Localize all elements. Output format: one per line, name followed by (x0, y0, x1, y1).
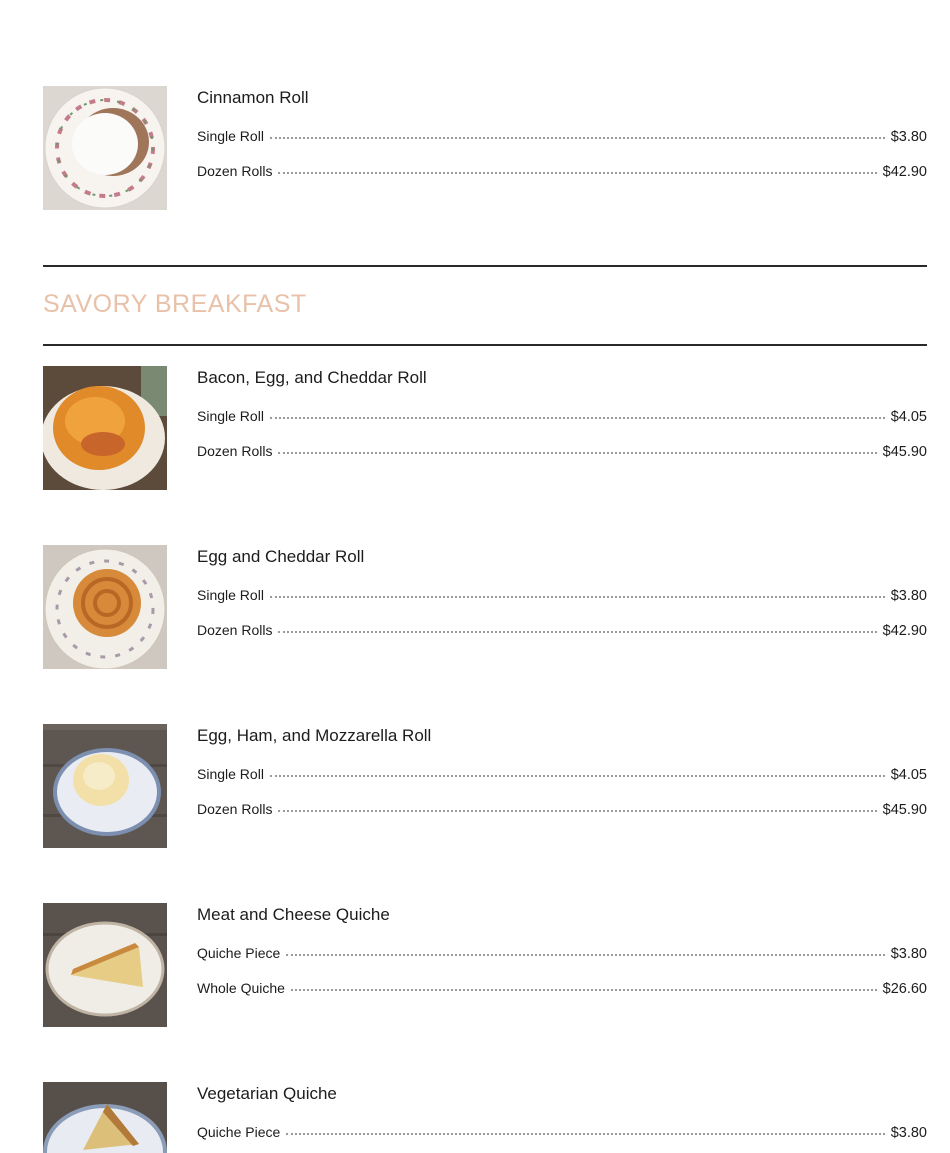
menu-item-egg-cheddar-roll (43, 545, 927, 669)
dot-leader (278, 809, 876, 812)
cinnamon-roll-photo (43, 86, 167, 210)
price-value: $3.80 (890, 129, 927, 145)
price-line (197, 587, 927, 607)
price-value: $42.90 (882, 623, 927, 639)
dot-leader (286, 1132, 884, 1135)
price-value: $45.90 (882, 444, 927, 460)
price-value: $42.90 (882, 164, 927, 180)
price-value: $26.60 (882, 981, 927, 997)
item-title: Egg and Cheddar Roll (197, 547, 365, 566)
price-value: $3.80 (890, 1125, 927, 1141)
item-title: Meat and Cheese Quiche (197, 905, 390, 924)
price-line (197, 128, 927, 148)
dot-leader (278, 171, 876, 174)
price-line-label: Single Roll (197, 766, 264, 782)
price-line (197, 766, 927, 786)
price-line (197, 408, 927, 428)
dot-leader (270, 774, 885, 777)
menu-item-bacon-egg-cheddar-roll (43, 366, 927, 490)
section-divider (43, 344, 927, 346)
price-line (197, 945, 927, 965)
meat-cheese-quiche-photo (43, 903, 167, 1027)
dot-leader (270, 416, 885, 419)
item-title: Cinnamon Roll (197, 88, 309, 107)
price-value: $4.05 (890, 409, 927, 425)
dot-leader (270, 595, 885, 598)
price-line-label: Single Roll (197, 408, 264, 424)
section-heading: SAVORY BREAKFAST (43, 290, 307, 318)
price-line (197, 801, 927, 821)
price-line-label: Quiche Piece (197, 945, 281, 961)
price-line-label: Dozen Rolls (197, 443, 273, 459)
price-line-label: Dozen Rolls (197, 163, 273, 179)
price-value: $45.90 (882, 802, 927, 818)
dot-leader (291, 988, 877, 991)
section-divider (43, 265, 927, 267)
menu-item-partial (43, 0, 927, 8)
price-line-label: Whole Quiche (197, 980, 285, 996)
menu-item-egg-ham-mozzarella-roll (43, 724, 927, 848)
item-title: Egg, Ham, and Mozzarella Roll (197, 726, 432, 745)
menu-item-meat-cheese-quiche (43, 903, 927, 1027)
dot-leader (278, 630, 876, 633)
muffin-photo (43, 0, 167, 3)
bacon-egg-cheddar-roll-photo (43, 366, 167, 490)
item-title: Bacon, Egg, and Cheddar Roll (197, 368, 427, 387)
price-line-label: Single Roll (197, 587, 264, 603)
vegetarian-quiche-photo (43, 1082, 167, 1153)
price-line-label: Dozen Rolls (197, 622, 273, 638)
menu-item-cinnamon-roll (43, 86, 927, 210)
egg-ham-mozzarella-roll-photo (43, 724, 167, 848)
price-line-label: Single Roll (197, 128, 264, 144)
price-line (197, 622, 927, 642)
price-line-label: Dozen Rolls (197, 801, 273, 817)
price-line-label: Quiche Piece (197, 1124, 281, 1140)
item-title: Vegetarian Quiche (197, 1084, 337, 1103)
dot-leader (286, 953, 884, 956)
price-line (197, 1124, 927, 1144)
egg-cheddar-roll-photo (43, 545, 167, 669)
price-line (197, 980, 927, 1000)
menu-item-vegetarian-quiche (43, 1082, 927, 1153)
dot-leader (270, 136, 885, 139)
price-value: $3.80 (890, 946, 927, 962)
price-value: $4.05 (890, 767, 927, 783)
price-line (197, 443, 927, 463)
dot-leader (278, 451, 876, 454)
price-value: $3.80 (890, 588, 927, 604)
price-line (197, 163, 927, 183)
